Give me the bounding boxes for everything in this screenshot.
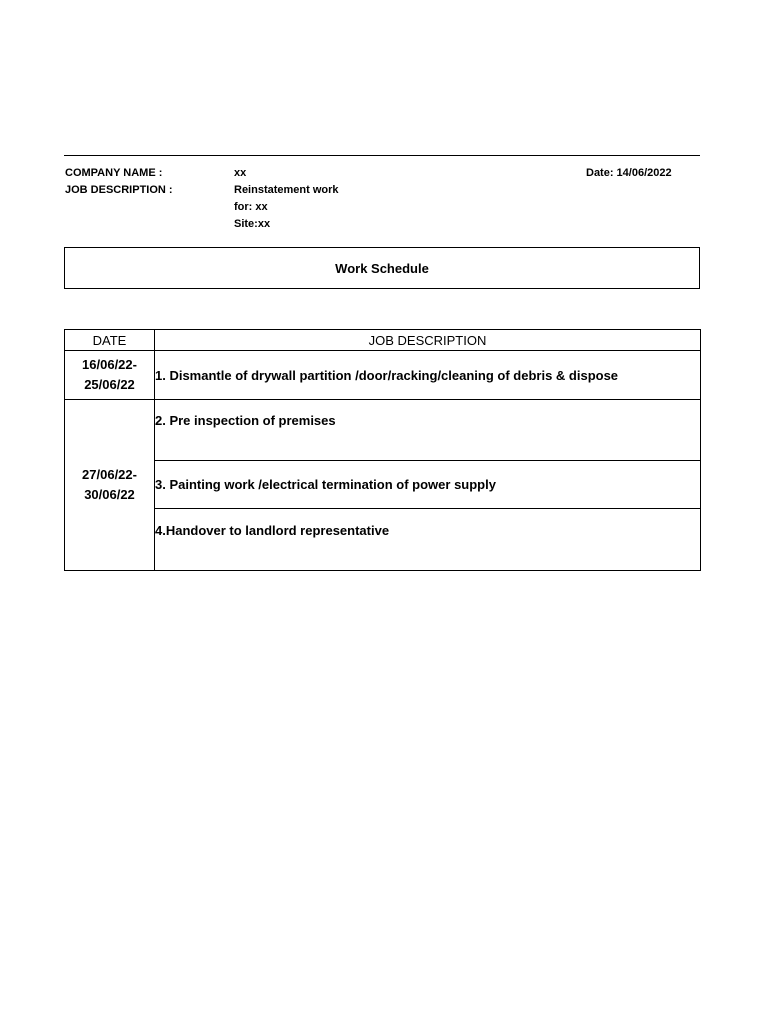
header-top-rule xyxy=(64,155,700,156)
job-description-cell: 4.Handover to landlord representative xyxy=(155,509,701,571)
document-date: Date: 14/06/2022 xyxy=(586,167,672,179)
job-description-cell: 1. Dismantle of drywall partition /door/racking/cleaning of debris & dispose xyxy=(155,351,701,400)
job-description-line: Reinstatement work xyxy=(234,184,339,196)
job-description-cell: 2. Pre inspection of premises xyxy=(155,400,701,461)
table-row xyxy=(65,461,701,509)
job-description-value xyxy=(234,182,339,233)
work-schedule-title-text: Work Schedule xyxy=(335,260,429,276)
date-range-end: 25/06/22 xyxy=(84,377,135,392)
job-description-line: Site:xx xyxy=(234,218,271,230)
company-name-value: xx xyxy=(234,167,247,179)
job-description-cell: 3. Painting work /electrical termination of power supply xyxy=(155,461,701,509)
date-range-start: 16/06/22- xyxy=(82,357,137,372)
job-description-label: JOB DESCRIPTION : xyxy=(65,184,173,196)
work-schedule-title xyxy=(64,247,700,289)
job-description-column-header: JOB DESCRIPTION xyxy=(155,330,701,351)
job-description-line: for: xx xyxy=(234,201,268,213)
date-column-header: DATE xyxy=(65,330,155,351)
date-range-cell xyxy=(65,400,155,571)
table-header-row xyxy=(65,330,701,351)
date-range-start: 27/06/22- xyxy=(82,467,137,482)
schedule-table xyxy=(64,329,701,571)
date-range-cell xyxy=(65,351,155,400)
table-row xyxy=(65,400,701,461)
company-name-label: COMPANY NAME : xyxy=(65,167,163,179)
date-range-end: 30/06/22 xyxy=(84,487,135,502)
table-row xyxy=(65,509,701,571)
table-row xyxy=(65,351,701,400)
